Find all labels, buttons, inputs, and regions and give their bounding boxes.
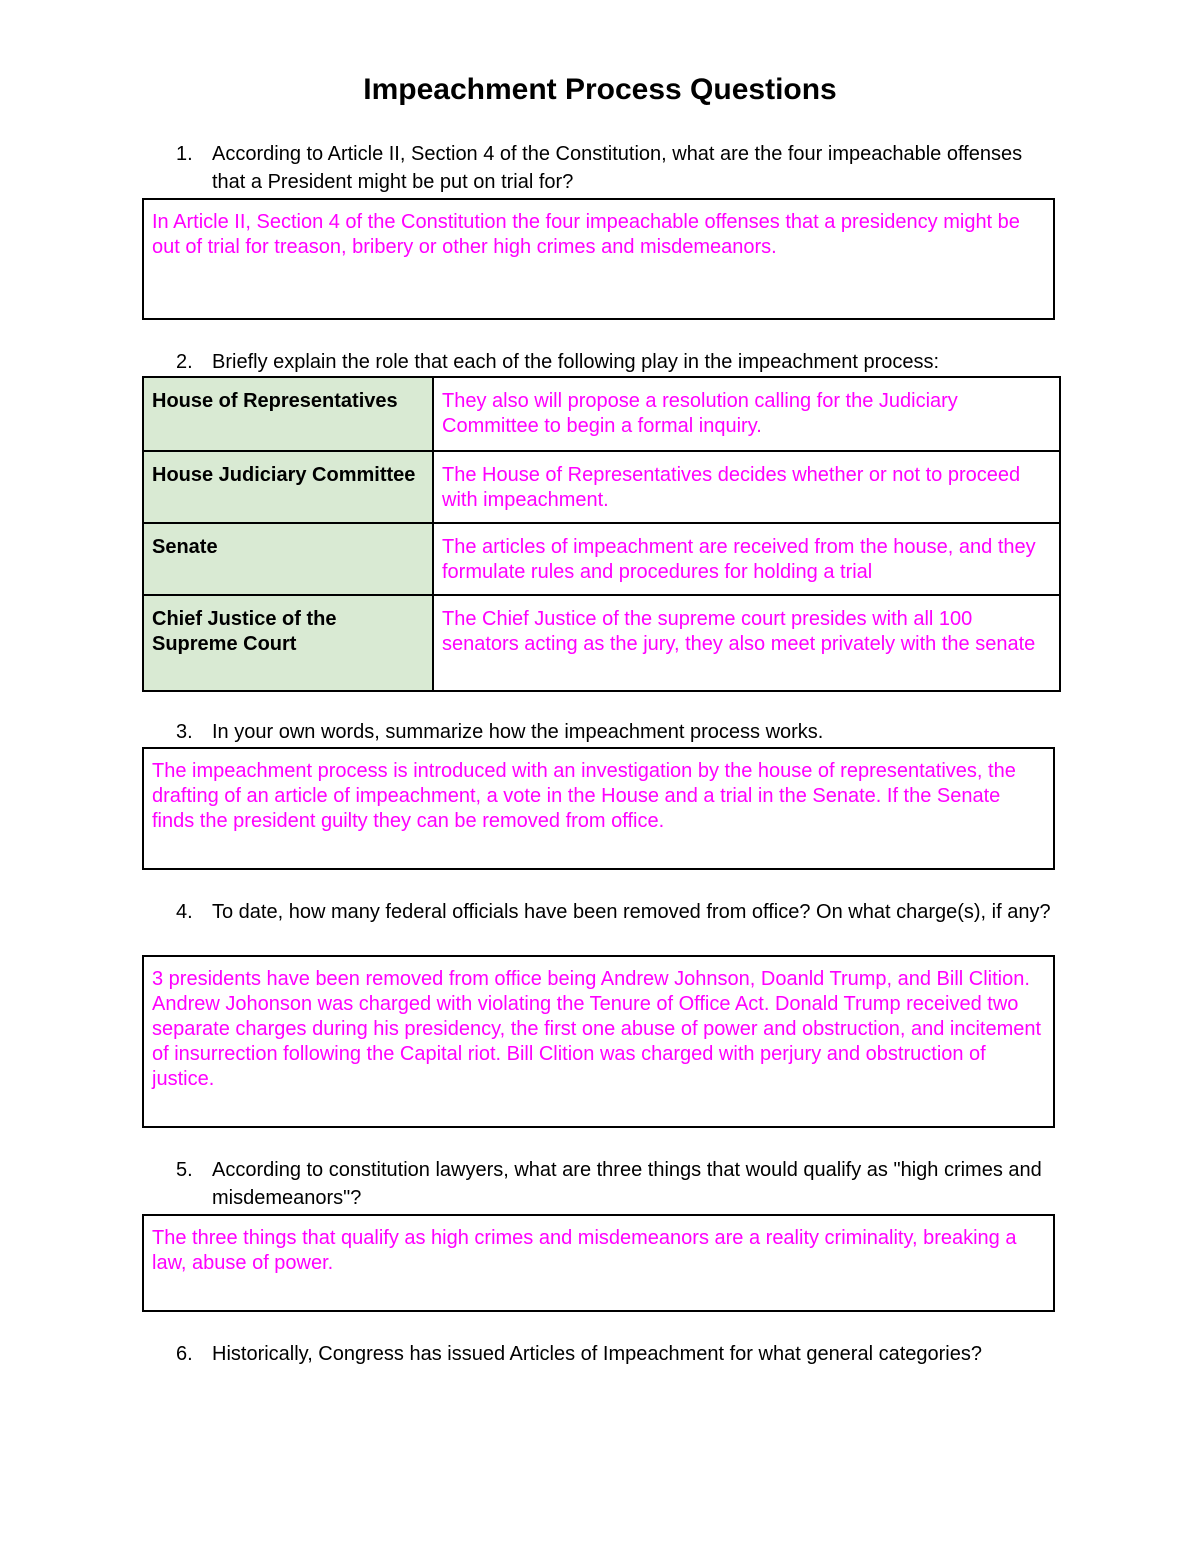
question-number: 5. — [176, 1159, 193, 1181]
question-1 — [176, 140, 1056, 196]
role-answer-cell[interactable]: The articles of impeachment are received from the house, and they formulate rules and procedures for holding a trial — [433, 523, 1060, 595]
question-text: According to Article II, Section 4 of the Constitution, what are the four impeachable offenses that a President might be put on trial for? — [212, 143, 1023, 193]
page-title: Impeachment Process Questions — [363, 73, 837, 106]
question-text: To date, how many federal officials have been removed from office? On what charge(s), if any? — [212, 901, 1051, 923]
question-number: 1. — [176, 143, 193, 165]
answer-text: The three things that qualify as high crimes and misdemeanors are a reality criminality, breaking a law, abuse of power. — [152, 1227, 1017, 1274]
question-6 — [176, 1340, 1056, 1368]
answer-box-1[interactable] — [142, 198, 1055, 320]
answer-box-4[interactable] — [142, 955, 1055, 1128]
question-3 — [176, 718, 1056, 746]
table-row — [143, 523, 1060, 595]
question-text: According to constitution lawyers, what are three things that would qualify as "high crimes and misdemeanors"? — [212, 1159, 1042, 1209]
table-row — [143, 595, 1060, 691]
answer-text: 3 presidents have been removed from office being Andrew Johnson, Doanld Trump, and Bill Clition. Andrew Johonson was charged with violating the Tenure of Office Act. Donald Trump received two separate charges during his presidency, the first one abuse of power and obstruction, and incitement of insurrection following the Capital riot. Bill Clition was charged with perjury and obstruction of justice. — [152, 968, 1042, 1090]
role-cell: House Judiciary Committee — [143, 451, 433, 523]
table-row — [143, 451, 1060, 523]
question-4 — [176, 898, 1056, 926]
role-cell: House of Representatives — [143, 377, 433, 451]
question-number: 3. — [176, 721, 193, 743]
question-2 — [176, 348, 1056, 376]
question-text: In your own words, summarize how the impeachment process works. — [212, 721, 824, 743]
answer-box-5[interactable] — [142, 1214, 1055, 1312]
table-row — [143, 377, 1060, 451]
role-cell: Senate — [143, 523, 433, 595]
role-cell: Chief Justice of the Supreme Court — [143, 595, 433, 691]
question-number: 6. — [176, 1343, 193, 1365]
question-text: Briefly explain the role that each of the following play in the impeachment process: — [212, 351, 940, 373]
answer-box-3[interactable] — [142, 747, 1055, 870]
question-number: 4. — [176, 901, 193, 923]
question-5 — [176, 1156, 1056, 1212]
answer-text: The impeachment process is introduced with an investigation by the house of representatives, the drafting of an article of impeachment, a vote in the House and a trial in the Senate. If the Senate finds the president guilty they can be removed from office. — [152, 760, 1016, 832]
role-answer-cell[interactable]: They also will propose a resolution calling for the Judiciary Committee to begin a formal inquiry. — [433, 377, 1060, 451]
roles-table — [142, 376, 1061, 692]
role-answer-cell[interactable]: The Chief Justice of the supreme court presides with all 100 senators acting as the jury, they also meet privately with the senate — [433, 595, 1060, 691]
question-number: 2. — [176, 351, 193, 373]
question-text: Historically, Congress has issued Articles of Impeachment for what general categories? — [212, 1343, 982, 1365]
role-answer-cell[interactable]: The House of Representatives decides whether or not to proceed with impeachment. — [433, 451, 1060, 523]
answer-text: In Article II, Section 4 of the Constitution the four impeachable offenses that a presidency might be out of trial for treason, bribery or other high crimes and misdemeanors. — [152, 211, 1020, 258]
